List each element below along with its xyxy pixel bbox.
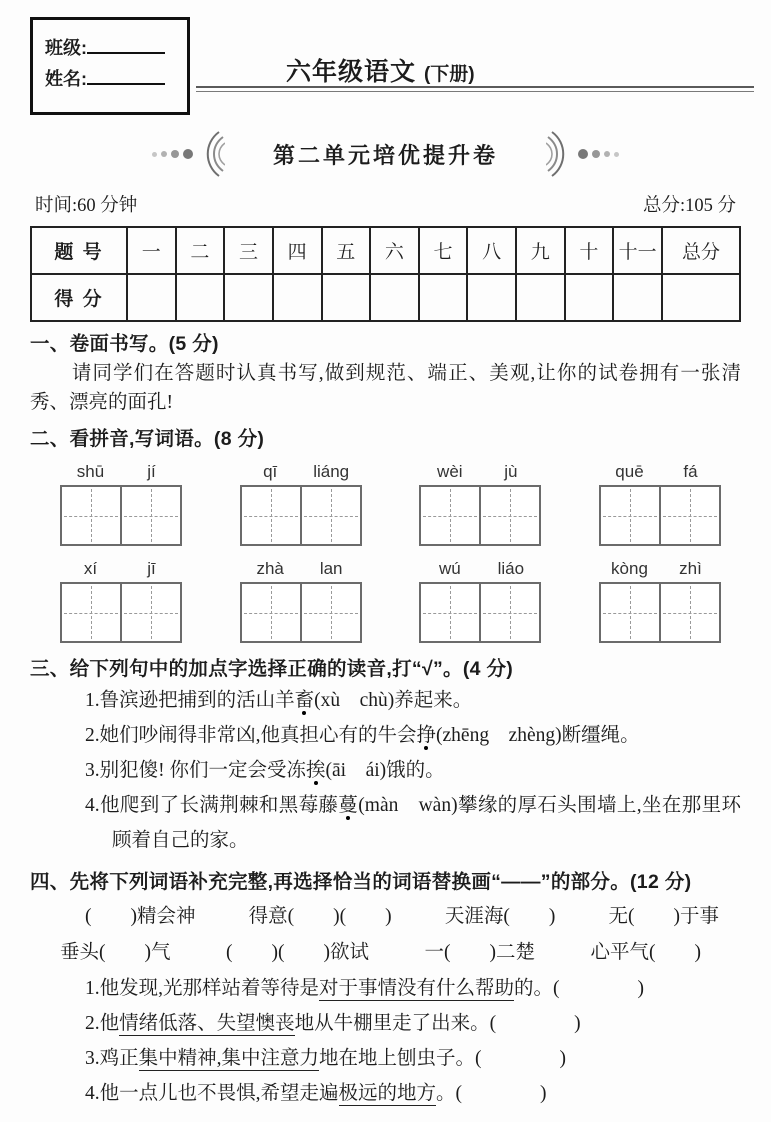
item-number: 4. bbox=[85, 795, 100, 816]
score-col: 十一 bbox=[613, 227, 662, 274]
score-header-label: 题 号 bbox=[31, 227, 127, 274]
word-blank: 无( )于事 bbox=[608, 906, 719, 927]
pinyin-box bbox=[419, 462, 541, 546]
score-col: 七 bbox=[419, 227, 468, 274]
name-label: 姓名: bbox=[45, 69, 87, 89]
pinyin-syllable: zhì bbox=[679, 559, 702, 578]
pinyin-box bbox=[599, 559, 721, 643]
banner-dots-right bbox=[578, 149, 619, 159]
banner-dots-left bbox=[152, 149, 193, 159]
dot-icon bbox=[614, 152, 619, 157]
score-col: 二 bbox=[176, 227, 225, 274]
word-blanks-row-1 bbox=[85, 899, 719, 935]
dotted-char: 畜 bbox=[294, 690, 315, 711]
answer-cell bbox=[302, 584, 360, 641]
item-number: 3. bbox=[85, 760, 100, 781]
word-blank: 得意( )( ) bbox=[248, 906, 392, 927]
score-col: 总分 bbox=[662, 227, 740, 274]
answer-cell bbox=[62, 487, 122, 544]
score-col: 八 bbox=[467, 227, 516, 274]
pinyin-row-2 bbox=[60, 559, 721, 643]
pinyin-box bbox=[60, 559, 182, 643]
dot-icon bbox=[592, 150, 600, 158]
item-text: 他一点儿也不畏惧,希望走遍 bbox=[99, 1083, 339, 1104]
score-cell bbox=[370, 274, 419, 321]
pinyin-row-1 bbox=[60, 462, 721, 546]
section1-title: 一、卷面书写。(5 分) bbox=[30, 333, 219, 355]
pinyin-box bbox=[240, 559, 362, 643]
pinyin-syllable: liáng bbox=[313, 462, 350, 481]
question-item bbox=[85, 753, 741, 788]
meta-row bbox=[35, 191, 736, 217]
name-blank-line bbox=[87, 67, 165, 85]
dot-icon bbox=[161, 151, 167, 157]
score-col: 一 bbox=[127, 227, 176, 274]
score-cell bbox=[176, 274, 225, 321]
score-col: 三 bbox=[224, 227, 273, 274]
answer-cell bbox=[661, 487, 719, 544]
pinyin-box bbox=[240, 462, 362, 546]
item-number: 4. bbox=[85, 1083, 100, 1104]
title-divider bbox=[196, 86, 754, 92]
pinyin-syllable: quē bbox=[615, 462, 644, 481]
item-text: 他发现,光那样站着等待是 bbox=[99, 978, 320, 999]
question-item bbox=[85, 1041, 741, 1076]
word-blanks-row-2 bbox=[60, 935, 701, 971]
word-blank: 心平气( ) bbox=[590, 942, 701, 963]
answer-cell bbox=[421, 584, 481, 641]
flourish-right-icon bbox=[546, 130, 572, 178]
word-blank: 垂头( )气 bbox=[60, 942, 171, 963]
question-item bbox=[85, 683, 741, 718]
item-number: 3. bbox=[85, 1048, 100, 1069]
score-col: 六 bbox=[370, 227, 419, 274]
pinyin-syllable: lan bbox=[319, 559, 343, 578]
item-text: (xù chù)养起来。 bbox=[314, 690, 473, 711]
item-text: 地在地上刨虫子。( ) bbox=[319, 1048, 567, 1069]
item-text: (āi ái)饿的。 bbox=[325, 760, 445, 781]
word-blank: ( )精会神 bbox=[85, 906, 196, 927]
pinyin-syllable: jí bbox=[147, 462, 156, 481]
name-row bbox=[45, 67, 181, 90]
book-volume-text: (下册) bbox=[423, 64, 475, 85]
item-text: 鸡正 bbox=[99, 1048, 139, 1069]
question-item bbox=[85, 1076, 741, 1111]
score-cell bbox=[613, 274, 662, 321]
pinyin-syllable: shū bbox=[76, 462, 105, 481]
pinyin-syllable: liáo bbox=[497, 559, 525, 578]
underlined-text: 情绪低落、失望懊丧 bbox=[119, 1013, 295, 1034]
item-text: 她们吵闹得非常凶,他真担心有的牛会 bbox=[99, 725, 417, 746]
item-text: 他爬到了长满荆棘和黑莓藤 bbox=[99, 795, 339, 816]
item-number: 1. bbox=[85, 978, 100, 999]
word-blank: ( )( )欲试 bbox=[226, 942, 369, 963]
item-text: (màn wàn)攀缘的厚石头围墙上,坐在那里环顾着自己的家。 bbox=[112, 795, 741, 851]
answer-cell bbox=[122, 487, 180, 544]
item-text: 别犯傻! 你们一定会受冻 bbox=[99, 760, 306, 781]
score-cell bbox=[419, 274, 468, 321]
answer-cell bbox=[601, 584, 661, 641]
pinyin-syllable: xí bbox=[83, 559, 98, 578]
pinyin-syllable: fá bbox=[683, 462, 698, 481]
score-col: 九 bbox=[516, 227, 565, 274]
answer-cell bbox=[302, 487, 360, 544]
time-label: 时间:60 分钟 bbox=[35, 196, 138, 216]
pinyin-syllable: kòng bbox=[611, 559, 648, 578]
dotted-char: 蔓 bbox=[338, 795, 359, 816]
pinyin-box bbox=[599, 462, 721, 546]
underlined-text: 集中精神,集中注意力 bbox=[138, 1048, 320, 1069]
paper-title: 第二单元培优提升卷 bbox=[272, 142, 498, 168]
section1-body: 请同学们在答题时认真书写,做到规范、端正、美观,让你的试卷拥有一张清秀、漂亮的面孔! bbox=[30, 363, 741, 413]
dot-icon bbox=[183, 149, 193, 159]
item-text: 地从牛棚里走了出来。( ) bbox=[294, 1013, 581, 1034]
answer-cell bbox=[481, 487, 539, 544]
book-title bbox=[286, 52, 475, 88]
class-blank-line bbox=[87, 36, 165, 54]
pinyin-syllable: jī bbox=[147, 559, 156, 578]
word-blank: 天涯海( ) bbox=[444, 906, 556, 927]
pinyin-box bbox=[419, 559, 541, 643]
item-text: 的。( ) bbox=[514, 978, 645, 999]
total-score-label: 总分:105 分 bbox=[642, 196, 736, 216]
pinyin-syllable: wèi bbox=[437, 462, 463, 481]
score-cell bbox=[565, 274, 614, 321]
paper-title-banner bbox=[0, 130, 771, 178]
question-item bbox=[85, 788, 741, 858]
section3-title: 三、给下列句中的加点字选择正确的读音,打“√”。(4 分) bbox=[30, 658, 514, 680]
score-table-header-row bbox=[31, 227, 740, 274]
section4-title: 四、先将下列词语补充完整,再选择恰当的词语替换画“——”的部分。(12 分) bbox=[30, 871, 692, 893]
item-number: 2. bbox=[85, 1013, 100, 1034]
pinyin-syllable: qī bbox=[263, 462, 278, 481]
score-table-score-row bbox=[31, 274, 740, 321]
score-col: 十 bbox=[565, 227, 614, 274]
flourish-left-icon bbox=[199, 130, 225, 178]
score-cell bbox=[516, 274, 565, 321]
question-item bbox=[85, 971, 741, 1006]
score-cell bbox=[467, 274, 516, 321]
pinyin-box bbox=[60, 462, 182, 546]
dot-icon bbox=[578, 149, 588, 159]
score-row-label: 得 分 bbox=[31, 274, 127, 321]
item-number: 2. bbox=[85, 725, 100, 746]
answer-cell bbox=[62, 584, 122, 641]
score-cell bbox=[322, 274, 371, 321]
underlined-text: 对于事情没有什么帮助 bbox=[319, 978, 515, 999]
score-col: 五 bbox=[322, 227, 371, 274]
answer-cell bbox=[601, 487, 661, 544]
score-cell bbox=[127, 274, 176, 321]
answer-cell bbox=[242, 487, 302, 544]
paper-header bbox=[0, 0, 771, 225]
book-title-text: 六年级语文 bbox=[286, 58, 417, 86]
answer-cell bbox=[661, 584, 719, 641]
dot-icon bbox=[171, 150, 179, 158]
student-info-box bbox=[30, 17, 190, 115]
dot-icon bbox=[604, 151, 610, 157]
question-item bbox=[85, 718, 741, 753]
score-cell bbox=[224, 274, 273, 321]
class-label: 班级: bbox=[45, 38, 87, 58]
item-text: 他 bbox=[99, 1013, 120, 1034]
item-number: 1. bbox=[85, 690, 100, 711]
pinyin-syllable: jù bbox=[504, 462, 518, 481]
paper-content bbox=[0, 226, 771, 1111]
item-text: (zhēng zhèng)断缰绳。 bbox=[436, 725, 640, 746]
pinyin-syllable: wú bbox=[438, 559, 461, 578]
dotted-char: 挨 bbox=[306, 760, 326, 781]
score-table bbox=[30, 226, 741, 322]
score-cell bbox=[273, 274, 322, 321]
section2-title: 二、看拼音,写词语。(8 分) bbox=[30, 428, 265, 450]
underlined-text: 极远的地方 bbox=[338, 1083, 437, 1104]
question-item bbox=[85, 1006, 741, 1041]
word-blank: 一( )二楚 bbox=[424, 942, 535, 963]
pinyin-syllable: zhà bbox=[256, 559, 284, 578]
answer-cell bbox=[421, 487, 481, 544]
answer-cell bbox=[481, 584, 539, 641]
answer-cell bbox=[242, 584, 302, 641]
answer-cell bbox=[122, 584, 180, 641]
dot-icon bbox=[152, 152, 157, 157]
item-text: 。( ) bbox=[436, 1083, 547, 1104]
score-cell bbox=[662, 274, 740, 321]
dotted-char: 挣 bbox=[416, 725, 437, 746]
item-text: 鲁滨逊把捕到的活山羊 bbox=[99, 690, 295, 711]
score-col: 四 bbox=[273, 227, 322, 274]
class-row bbox=[45, 36, 181, 59]
